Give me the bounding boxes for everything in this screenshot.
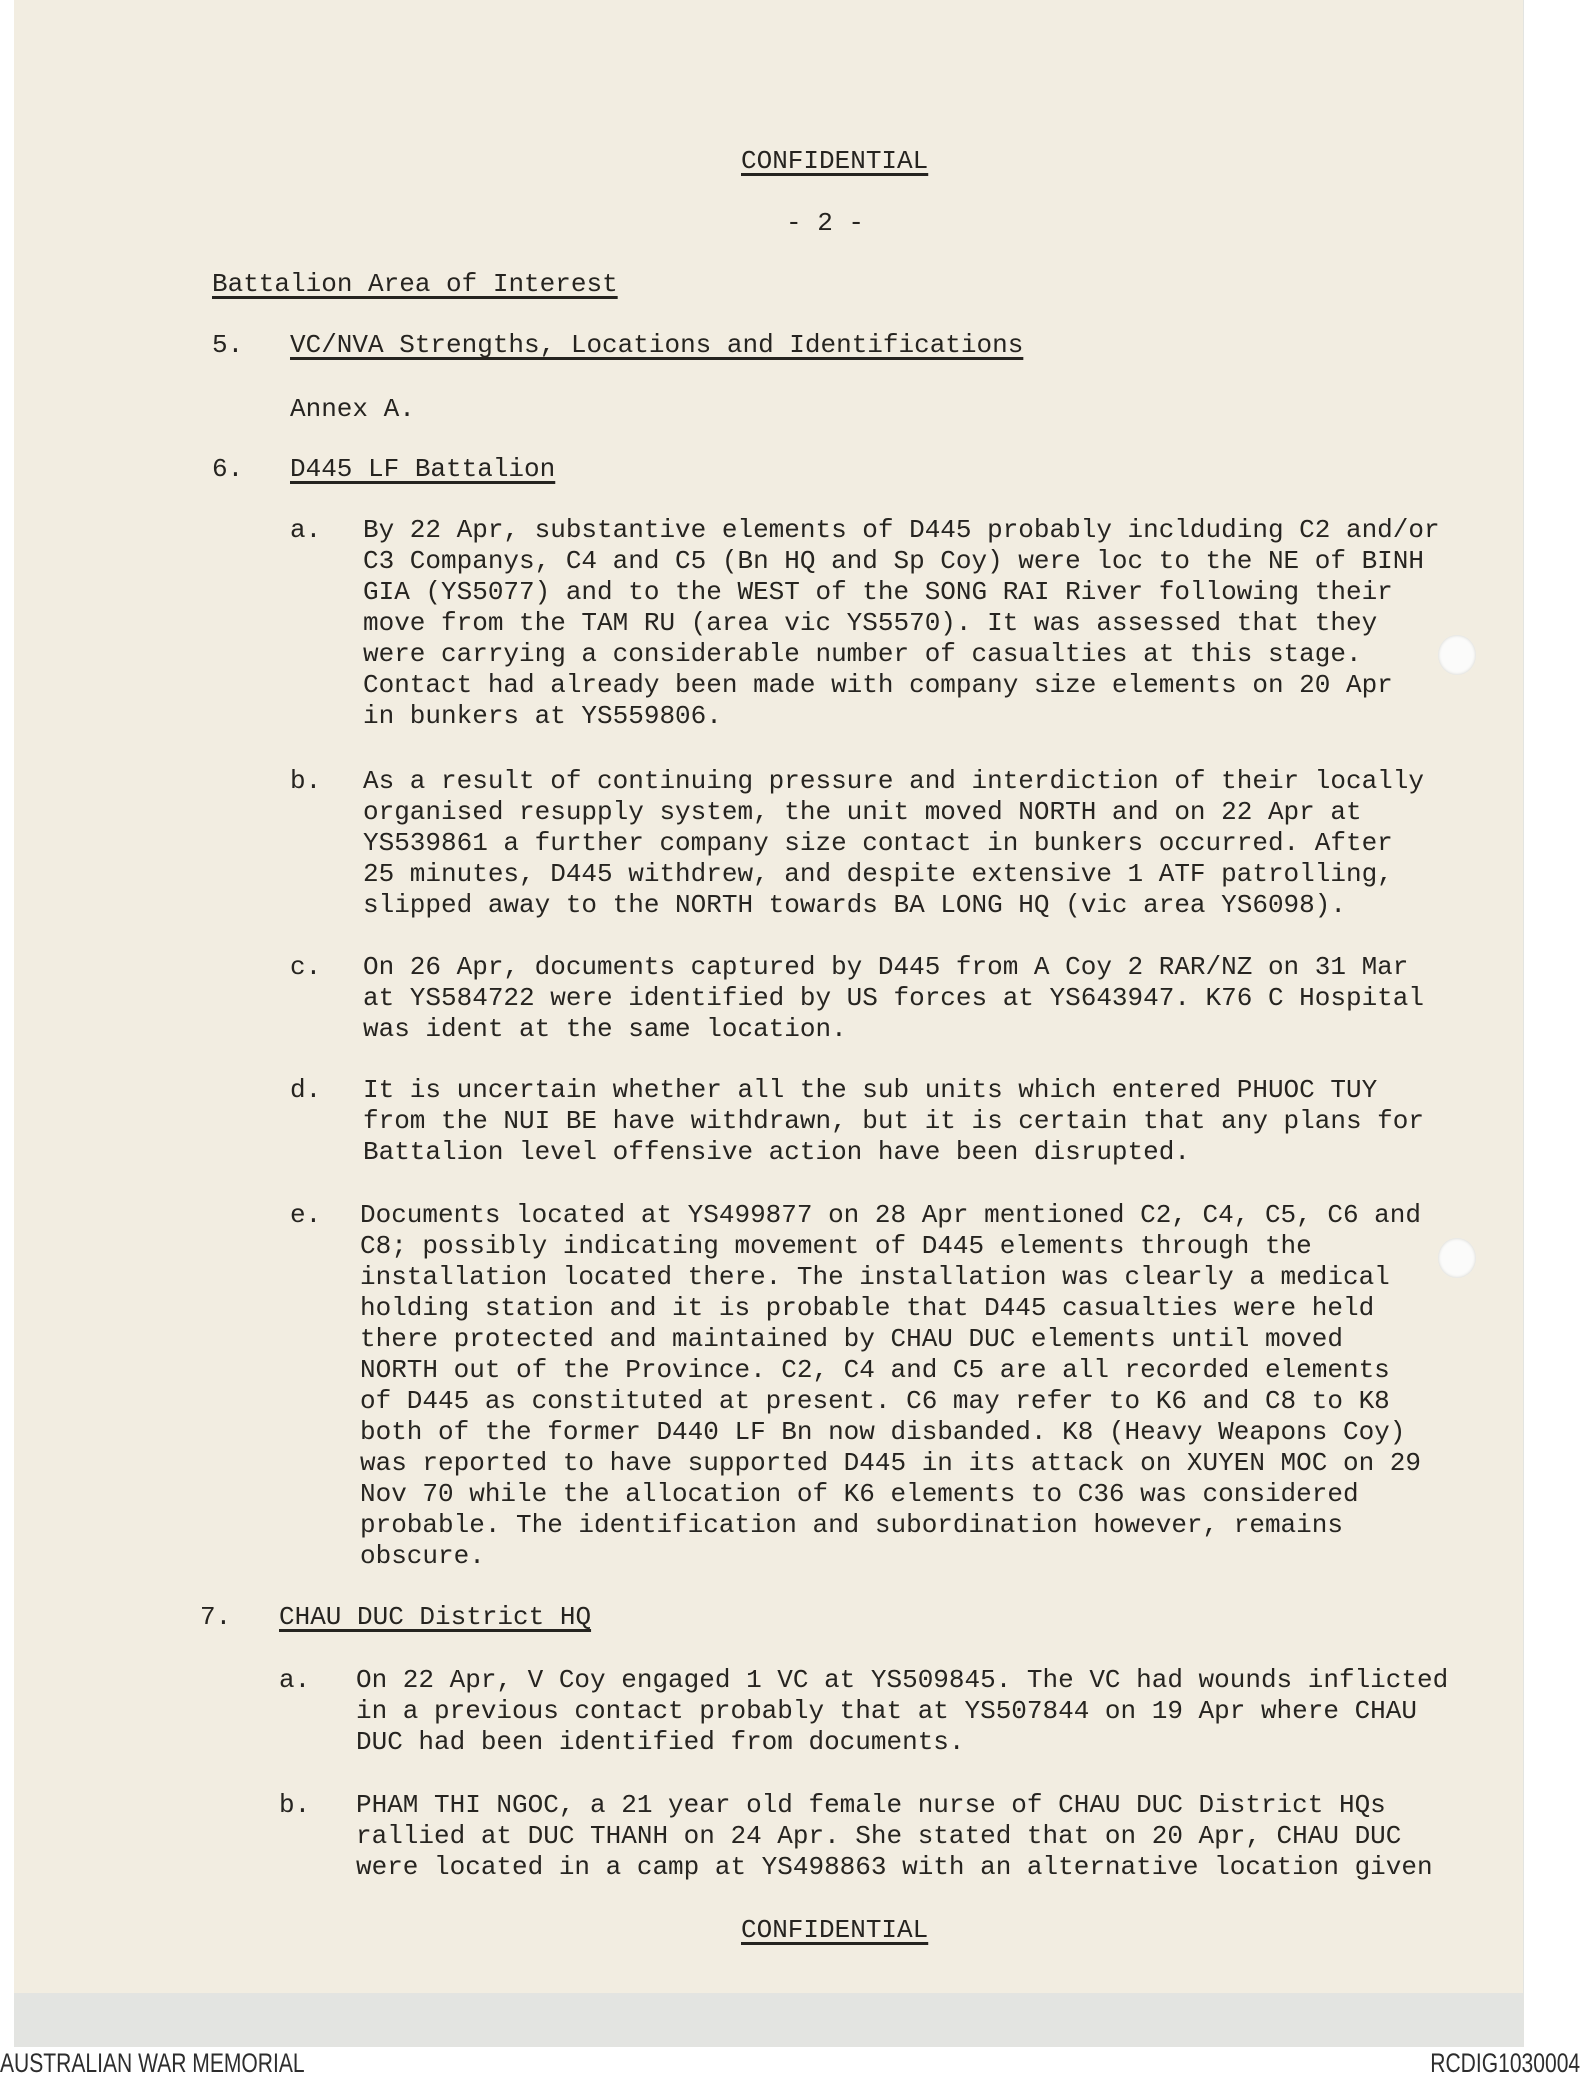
para-label: a. (290, 515, 322, 545)
paragraph: Documents located at YS499877 on 28 Apr mentioned C2, C4, C5, C6 and C8; possibly indicating movement of D445 elements through the installation located there. The installation was clearly a medical holding station and it is probable that D445 casualties were held there protected and maintained by CHAU DUC elements until moved NORTH out of the Province. C2, C4 and C5 are all recorded elements of D445 as constituted at present. C6 may refer to K6 and C8 to K8 both of the former D440 LF Bn now disbanded. K8 (Heavy Weapons Coy) was reported to have supported D445 in its attack on XUYEN MOC on 29 Nov 70 while the allocation of K6 elements to C36 was considered probable. The identification and subordination however, remains obscure. (360, 1200, 1421, 1571)
para-label: b. (279, 1790, 311, 1820)
item-heading: D445 LF Battalion (290, 454, 556, 484)
item-number: 7. (200, 1602, 232, 1632)
item-body: Annex A. (290, 394, 415, 424)
paragraph: It is uncertain whether all the sub units which entered PHUOC TUY from the NUI BE have withdrawn, but it is certain that any plans for Battalion level offensive action have been disrupted. (363, 1075, 1424, 1167)
para-label: b. (290, 766, 322, 796)
para-label: a. (279, 1665, 311, 1695)
archive-reference: RCDIG1030004 (1430, 2048, 1580, 2078)
item-number: 5. (212, 330, 244, 360)
page-number: - 2 - (786, 208, 865, 238)
item-heading: VC/NVA Strengths, Locations and Identifications (290, 330, 1024, 360)
paragraph: On 22 Apr, V Coy engaged 1 VC at YS509845. The VC had wounds inflicted in a previous contact probably that at YS507844 on 19 Apr where CHAU DUC had been identified from documents. (356, 1665, 1449, 1757)
punch-hole (1438, 635, 1476, 675)
para-label: e. (290, 1200, 322, 1230)
paragraph: By 22 Apr, substantive elements of D445 probably inclduding C2 and/or C3 Companys, C4 and C5 (Bn HQ and Sp Coy) were loc to the NE of BINH GIA (YS5077) and to the WEST of the SONG RAI River following their move from the TAM RU (area vic YS5570). It was assessed that they were carrying a considerable number of casualties at this stage. Contact had already been made with company size elements on 20 Apr in bunkers at YS559806. (363, 515, 1440, 731)
item-number: 6. (212, 454, 244, 484)
punch-hole (1438, 1238, 1476, 1278)
para-label: d. (290, 1075, 322, 1105)
paragraph: On 26 Apr, documents captured by D445 from A Coy 2 RAR/NZ on 31 Mar at YS584722 were identified by US forces at YS643947. K76 C Hospital was ident at the same location. (363, 952, 1424, 1044)
paragraph: PHAM THI NGOC, a 21 year old female nurse of CHAU DUC District HQs rallied at DUC THANH on 24 Apr. She stated that on 20 Apr, CHAU DUC were located in a camp at YS498863 with an alternative location given (356, 1790, 1433, 1882)
classification-header: CONFIDENTIAL (741, 146, 929, 176)
item-heading: CHAU DUC District HQ (279, 1602, 592, 1632)
para-label: c. (290, 952, 322, 982)
archive-institution: AUSTRALIAN WAR MEMORIAL (0, 2048, 305, 2078)
classification-footer: CONFIDENTIAL (741, 1915, 929, 1945)
paragraph: As a result of continuing pressure and interdiction of their locally organised resupply system, the unit moved NORTH and on 22 Apr at YS539861 a further company size contact in bunkers occurred. After 25 minutes, D445 withdrew, and despite extensive 1 ATF patrolling, slipped away to the NORTH towards BA LONG HQ (vic area YS6098). (363, 766, 1424, 920)
section-title: Battalion Area of Interest (212, 269, 618, 299)
